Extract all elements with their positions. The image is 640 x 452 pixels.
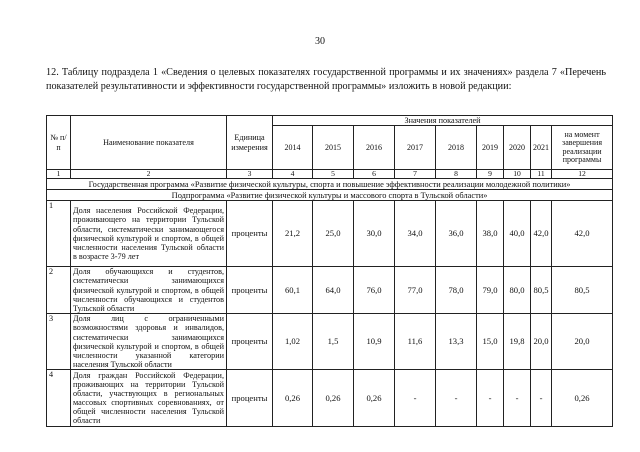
- index-cell: 9: [477, 170, 504, 179]
- header-year: 2016: [354, 126, 395, 170]
- value-cell: 80,5: [531, 267, 552, 314]
- table-row: [47, 314, 613, 370]
- final-value-cell: 42,0: [552, 201, 613, 267]
- unit-cell: проценты: [227, 267, 273, 314]
- value-cell: 80,0: [504, 267, 531, 314]
- page-number: 30: [315, 36, 325, 47]
- value-cell: 25,0: [313, 201, 354, 267]
- value-cell: 40,0: [504, 201, 531, 267]
- value-cell: 77,0: [395, 267, 436, 314]
- header-year: 2014: [273, 126, 313, 170]
- table-row: [47, 201, 613, 267]
- index-cell: 10: [504, 170, 531, 179]
- value-cell: -: [531, 370, 552, 427]
- value-cell: 20,0: [531, 314, 552, 370]
- index-cell: 5: [313, 170, 354, 179]
- indicator-name: Доля обучающихся и студентов, систематически занимающихся физической культурой и спортом, в общей численности обучающихся и студентов Тульской области: [71, 267, 227, 314]
- header-unit: Единица измерения: [227, 116, 273, 170]
- index-cell: 11: [531, 170, 552, 179]
- value-cell: 21,2: [273, 201, 313, 267]
- header-final: на момент завершения реализации программы: [552, 126, 613, 170]
- index-cell: 12: [552, 170, 613, 179]
- indicator-name: Доля граждан Российской Федерации, проживающих на территории Тульской области, участвующих в региональных массовых спортивных соревнованиях, от общей численности населения Тульской области: [71, 370, 227, 427]
- header-year: 2015: [313, 126, 354, 170]
- index-cell: 8: [436, 170, 477, 179]
- value-cell: 42,0: [531, 201, 552, 267]
- index-row: [47, 170, 613, 179]
- subprogram-title: Подпрограмма «Развитие физической культуры и массового спорта в Тульской области»: [47, 190, 613, 201]
- value-cell: 30,0: [354, 201, 395, 267]
- value-cell: 19,8: [504, 314, 531, 370]
- table-row: [47, 370, 613, 427]
- value-cell: 15,0: [477, 314, 504, 370]
- value-cell: 0,26: [273, 370, 313, 427]
- header-num: № п/п: [47, 116, 71, 170]
- header-name: Наименование показателя: [71, 116, 227, 170]
- target-indicators-table: [46, 115, 613, 427]
- header-year: 2021: [531, 126, 552, 170]
- value-cell: -: [395, 370, 436, 427]
- value-cell: 38,0: [477, 201, 504, 267]
- final-value-cell: 80,5: [552, 267, 613, 314]
- header-year: 2017: [395, 126, 436, 170]
- index-cell: 7: [395, 170, 436, 179]
- indicator-name: Доля лиц с ограниченными возможностями здоровья и инвалидов, систематически занимающихся физической культурой и спортом, в общей численности указанной категории населения Тульской области: [71, 314, 227, 370]
- header-year: 2019: [477, 126, 504, 170]
- value-cell: 78,0: [436, 267, 477, 314]
- value-cell: 13,3: [436, 314, 477, 370]
- final-value-cell: 0,26: [552, 370, 613, 427]
- header-values-group: Значения показателей: [273, 116, 613, 126]
- unit-cell: проценты: [227, 314, 273, 370]
- indicator-name: Доля населения Российской Федерации, проживающего на территории Тульской области, систематически занимающегося физической культурой и спортом, в общей численности населения Тульской области в возрасте 3-79 лет: [71, 201, 227, 267]
- table-row: [47, 267, 613, 314]
- header-year: 2018: [436, 126, 477, 170]
- row-number: 4: [47, 370, 71, 427]
- value-cell: 64,0: [313, 267, 354, 314]
- value-cell: 10,9: [354, 314, 395, 370]
- intro-paragraph: 12. Таблицу подраздела 1 «Сведения о целевых показателях государственной программы и их значениях» раздела 7 «Перечень показателей результативности и эффективности государственной программы» изложить в новой редакции:: [46, 67, 606, 92]
- value-cell: 34,0: [395, 201, 436, 267]
- row-number: 1: [47, 201, 71, 267]
- unit-cell: проценты: [227, 370, 273, 427]
- value-cell: 1,5: [313, 314, 354, 370]
- value-cell: 0,26: [313, 370, 354, 427]
- value-cell: 11,6: [395, 314, 436, 370]
- value-cell: -: [436, 370, 477, 427]
- value-cell: -: [504, 370, 531, 427]
- row-number: 2: [47, 267, 71, 314]
- value-cell: 36,0: [436, 201, 477, 267]
- value-cell: 60,1: [273, 267, 313, 314]
- value-cell: -: [477, 370, 504, 427]
- value-cell: 79,0: [477, 267, 504, 314]
- header-year: 2020: [504, 126, 531, 170]
- index-cell: 3: [227, 170, 273, 179]
- value-cell: 1,02: [273, 314, 313, 370]
- index-cell: 4: [273, 170, 313, 179]
- value-cell: 0,26: [354, 370, 395, 427]
- program-title: Государственная программа «Развитие физической культуры, спорта и повышение эффективности реализации молодежной политики»: [47, 179, 613, 190]
- row-number: 3: [47, 314, 71, 370]
- index-cell: 1: [47, 170, 71, 179]
- unit-cell: проценты: [227, 201, 273, 267]
- index-cell: 2: [71, 170, 227, 179]
- index-cell: 6: [354, 170, 395, 179]
- final-value-cell: 20,0: [552, 314, 613, 370]
- value-cell: 76,0: [354, 267, 395, 314]
